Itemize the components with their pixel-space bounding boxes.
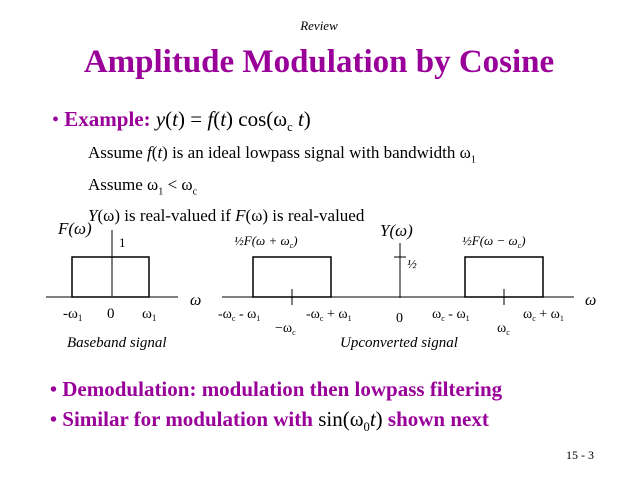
- upconverted-caption: Upconverted signal: [340, 335, 458, 351]
- example-equation: y(t) = f(t) $\cos(\omega_c$ t): [155, 107, 311, 135]
- half-level-label: ½: [407, 256, 417, 271]
- tick-wc-minus-w1: $\omega_c - \omega_1$: [432, 307, 470, 323]
- bullet-dot: •: [50, 409, 58, 431]
- assume-bandwidth-line: Assume $\omega_1 < \omega_c$: [88, 175, 198, 198]
- demodulation-bullet: [50, 377, 502, 402]
- sine-prefix-text: Similar for modulation with: [62, 407, 319, 431]
- baseband-omega-label: ω: [190, 292, 202, 309]
- center-neg-wc-label: $-\omega_c$: [275, 321, 296, 337]
- baseband-tick-w1: $\omega_1$: [142, 306, 157, 323]
- center-wc-label: $\omega_c$: [497, 321, 510, 337]
- assume-lowpass-line: Assume f(t) is an ideal lowpass signal with bandwidth $\omega_1$: [88, 143, 476, 166]
- bullet-dot: •: [52, 109, 60, 131]
- real-valued-line: Y(ω) is real-valued if F(ω) is real-valued: [88, 206, 365, 225]
- baseband-rectangle: [72, 257, 149, 297]
- baseband-height-label: 1: [119, 235, 126, 250]
- sine-math: $\sin(\omega_0t)$: [318, 407, 383, 435]
- left-block-label: ½F(ω + $\omega_c$): [234, 233, 298, 250]
- baseband-spectrum: [46, 219, 201, 351]
- slide-title: Amplitude Modulation by Cosine: [83, 44, 555, 80]
- slide-number: 15 - 3: [566, 448, 594, 462]
- upconverted-tick-zero: 0: [396, 311, 403, 326]
- tick-wc-plus-w1: $\omega_c + \omega_1$: [523, 307, 564, 323]
- sine-modulation-bullet: [50, 407, 489, 435]
- review-label: Review: [300, 18, 338, 33]
- upconverted-func-label: Y(ω): [380, 221, 413, 240]
- baseband-func-label: F(ω): [58, 219, 92, 238]
- sine-suffix-text: shown next: [382, 407, 489, 431]
- tick-neg-wc-plus-w1: $-\omega_c + \omega_1$: [306, 307, 352, 323]
- upconverted-spectrum: [218, 221, 596, 351]
- example-label: Example:: [64, 107, 151, 131]
- tick-neg-wc-minus-w1: $-\omega_c - \omega_1$: [218, 307, 261, 323]
- right-block-label: ½F(ω − $\omega_c$): [462, 233, 526, 250]
- upconverted-omega-label: ω: [585, 292, 597, 309]
- baseband-caption: Baseband signal: [67, 335, 167, 351]
- baseband-tick-zero: 0: [107, 306, 115, 322]
- demodulation-text: Demodulation: modulation then lowpass filtering: [62, 377, 503, 401]
- bullet-dot: •: [50, 379, 58, 401]
- baseband-tick-neg-w1: $-\omega_1$: [63, 306, 83, 323]
